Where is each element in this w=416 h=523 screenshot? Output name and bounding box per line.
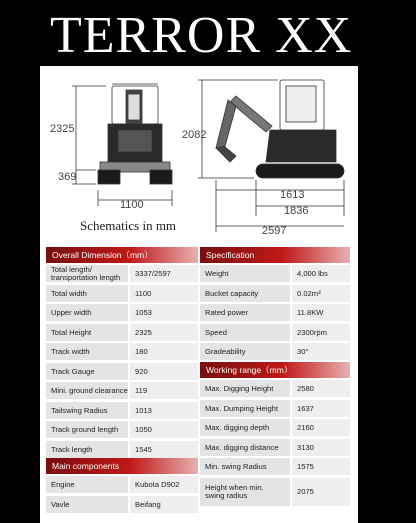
row-value: 180 (130, 343, 198, 360)
row-value: 2075 (292, 478, 350, 506)
row-label: Mini. ground clearance (46, 382, 128, 399)
row-value: 1050 (130, 421, 198, 438)
row-value: Beifang (130, 496, 198, 513)
row-label: Total length/ transportation length (46, 265, 128, 282)
dim-side-length: 2597 (262, 225, 287, 237)
row-value: 2160 (292, 419, 350, 436)
row-label: Total width (46, 285, 128, 302)
overall-dimension-heading: Overall Dimension（mm） (46, 247, 198, 263)
working-range-heading: Working range（mm） (200, 362, 350, 378)
row-label: Total Height (46, 324, 128, 341)
page-title: TERROR XX (50, 7, 353, 64)
row-label: Max. Digging Height (200, 380, 290, 397)
row-label: Min. swing Radius (200, 458, 290, 475)
row-value: 3337/2597 (130, 265, 198, 282)
row-value: 1575 (292, 458, 350, 475)
row-label: Rated power (200, 304, 290, 321)
row-label: Height when min. swing radius (200, 478, 290, 506)
main-components-heading: Main components (46, 458, 198, 474)
row-value: 119 (130, 382, 198, 399)
row-label: Upper width (46, 304, 128, 321)
row-label: Track Gauge (46, 363, 128, 380)
row-value: 4,000 lbs (292, 265, 350, 282)
row-value: 1545 (130, 441, 198, 458)
specification-heading: Specification (200, 247, 350, 263)
row-label: Vavle (46, 496, 128, 513)
row-label: Bucket capacity (200, 285, 290, 302)
dim-side-height: 2082 (182, 129, 207, 141)
spec-sheet (40, 66, 358, 523)
row-value: 30° (292, 343, 350, 360)
row-value: 2325 (130, 324, 198, 341)
row-value: 2300rpm (292, 324, 350, 341)
row-value: 920 (130, 363, 198, 380)
row-value: 0.02m³ (292, 285, 350, 302)
row-label: Tailswing Radius (46, 402, 128, 419)
dim-front-width: 1100 (120, 199, 144, 211)
row-value: 1013 (130, 402, 198, 419)
row-label: Engine (46, 476, 128, 493)
row-value: 3130 (292, 439, 350, 456)
row-value: 2580 (292, 380, 350, 397)
dim-side-track: 1613 (280, 189, 305, 201)
row-label: Gradeability (200, 343, 290, 360)
title-band (0, 0, 416, 66)
row-value: Kubota D902 (130, 476, 198, 493)
row-value: 1100 (130, 285, 198, 302)
row-label: Max. Dumping Height (200, 400, 290, 417)
row-label: Weight (200, 265, 290, 282)
front-view-drawing (72, 84, 172, 206)
row-label: Max. digging distance (200, 439, 290, 456)
row-label: Track length (46, 441, 128, 458)
row-value: 11.8KW (292, 304, 350, 321)
dim-front-height: 2325 (50, 123, 75, 135)
row-label: Max. digging depth (200, 419, 290, 436)
row-value: 1053 (130, 304, 198, 321)
schematics-caption: Schematics in mm (80, 218, 177, 233)
row-label: Track ground length (46, 421, 128, 438)
side-view-drawing (198, 80, 344, 232)
row-label: Track width (46, 343, 128, 360)
dim-side-track-total: 1836 (284, 205, 309, 217)
row-label: Speed (200, 324, 290, 341)
row-value: 1637 (292, 400, 350, 417)
dim-front-ground: 369 (58, 171, 77, 183)
